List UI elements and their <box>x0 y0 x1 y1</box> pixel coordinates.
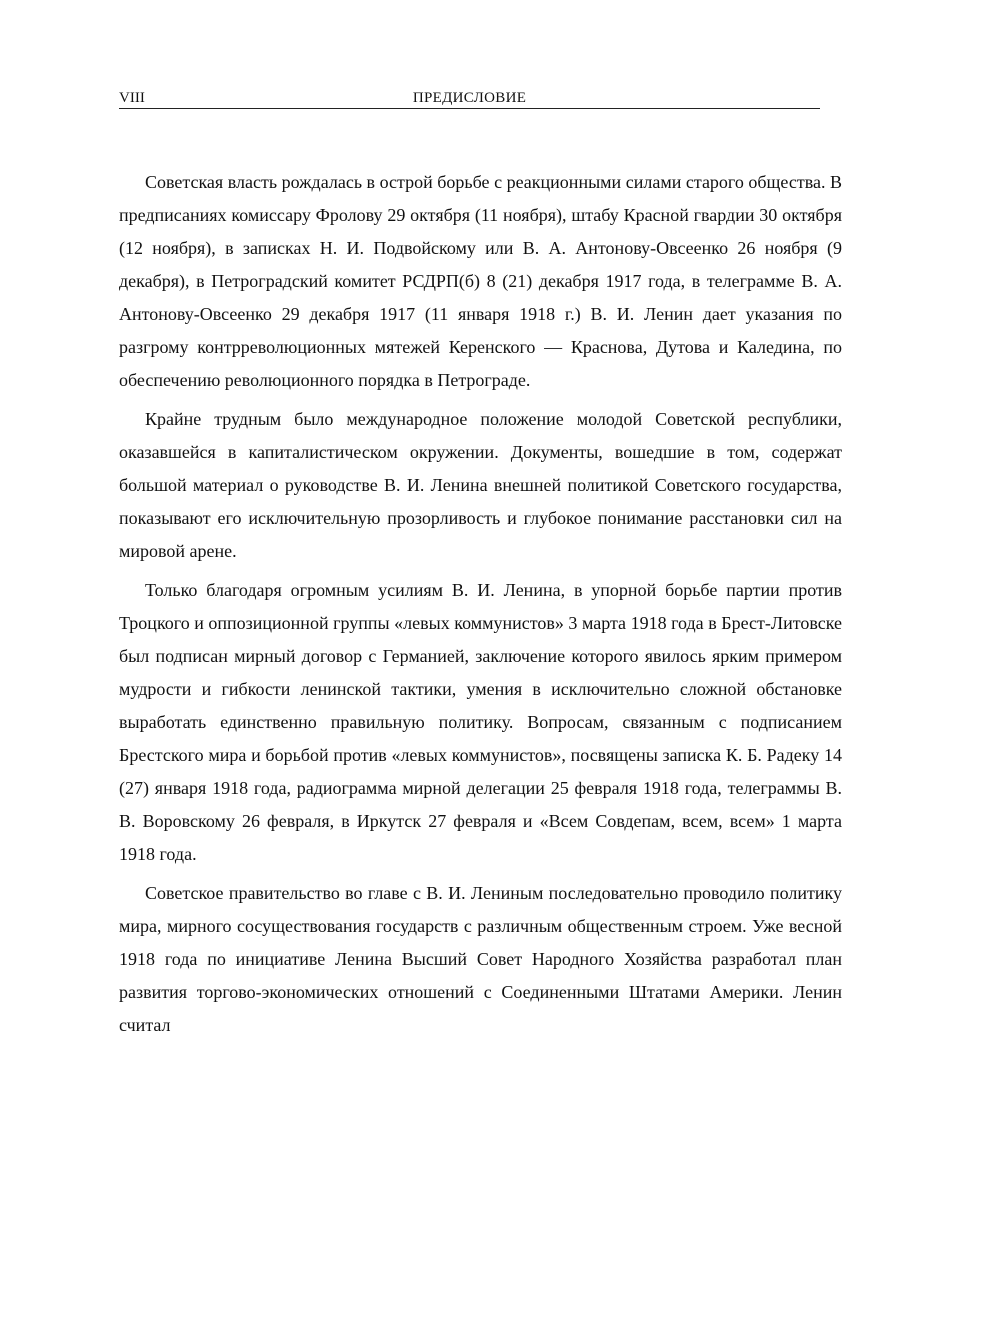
running-title: ПРЕДИСЛОВИЕ <box>412 90 527 106</box>
paragraph-international-position: Крайне трудным было международное положение молодой Советской республики, оказавшейся в капиталистическом окружении. Документы, вошедшие в том, содержат большой материал о руководстве В. И. Ленина внешней политикой Советского государства, показывают его исключительную прозорливость и глубокое понимание расстановки сил на мировой арене. <box>119 409 842 561</box>
body-text <box>119 166 842 1048</box>
paragraph-peace-policy: Советское правительство во главе с В. И. Лениным последовательно проводило политику мира, мирного сосуществования государств с различным общественным строем. Уже весной 1918 года по инициативе Ленина Высший Совет Народного Хозяйства разработал план развития торгово-экономических отношений с Соединенными Штатами Америки. Ленин считал <box>119 883 842 1035</box>
paragraph-brest-peace: Только благодаря огромным усилиям В. И. Ленина, в упорной борьбе партии против Троцкого и оппозиционной группы «левых коммунистов» 3 марта 1918 года в Брест-Литовске был подписан мирный договор с Германией, заключение которого явилось ярким примером мудрости и гибкости ленинской тактики, умения в исключительно сложной обстановке выработать единственно правильную политику. Вопросам, связанным с подписанием Брестского мира и борьбой против «левых коммунистов», посвящены записка К. Б. Радеку 14 (27) января 1918 года, радиограмма мирной делегации 25 февраля 1918 года, телеграммы В. В. Воровскому 26 февраля, в Иркутск 27 февраля и «Всем Совдепам, всем, всем» 1 марта 1918 года. <box>119 580 842 864</box>
paragraph-soviet-power: Советская власть рождалась в острой борьбе с реакционными силами старого общества. В предписаниях комиссару Фролову 29 октября (11 ноября), штабу Красной гвардии 30 октября (12 ноября), в записках Н. И. Подвойскому или В. А. Антонову-Овсеенко 26 ноября (9 декабря), в Петроградский комитет РСДРП(б) 8 (21) декабря 1917 года, в телеграмме В. А. Антонову-Овсеенко 29 декабря 1917 (11 января 1918 г.) В. И. Ленин дает указания по разгрому контрреволюционных мятежей Керенского — Краснова, Дутова и Каледина, по обеспечению революционного порядка в Петрограде. <box>119 172 842 390</box>
page-number: VIII <box>119 90 145 106</box>
running-header <box>119 88 820 109</box>
